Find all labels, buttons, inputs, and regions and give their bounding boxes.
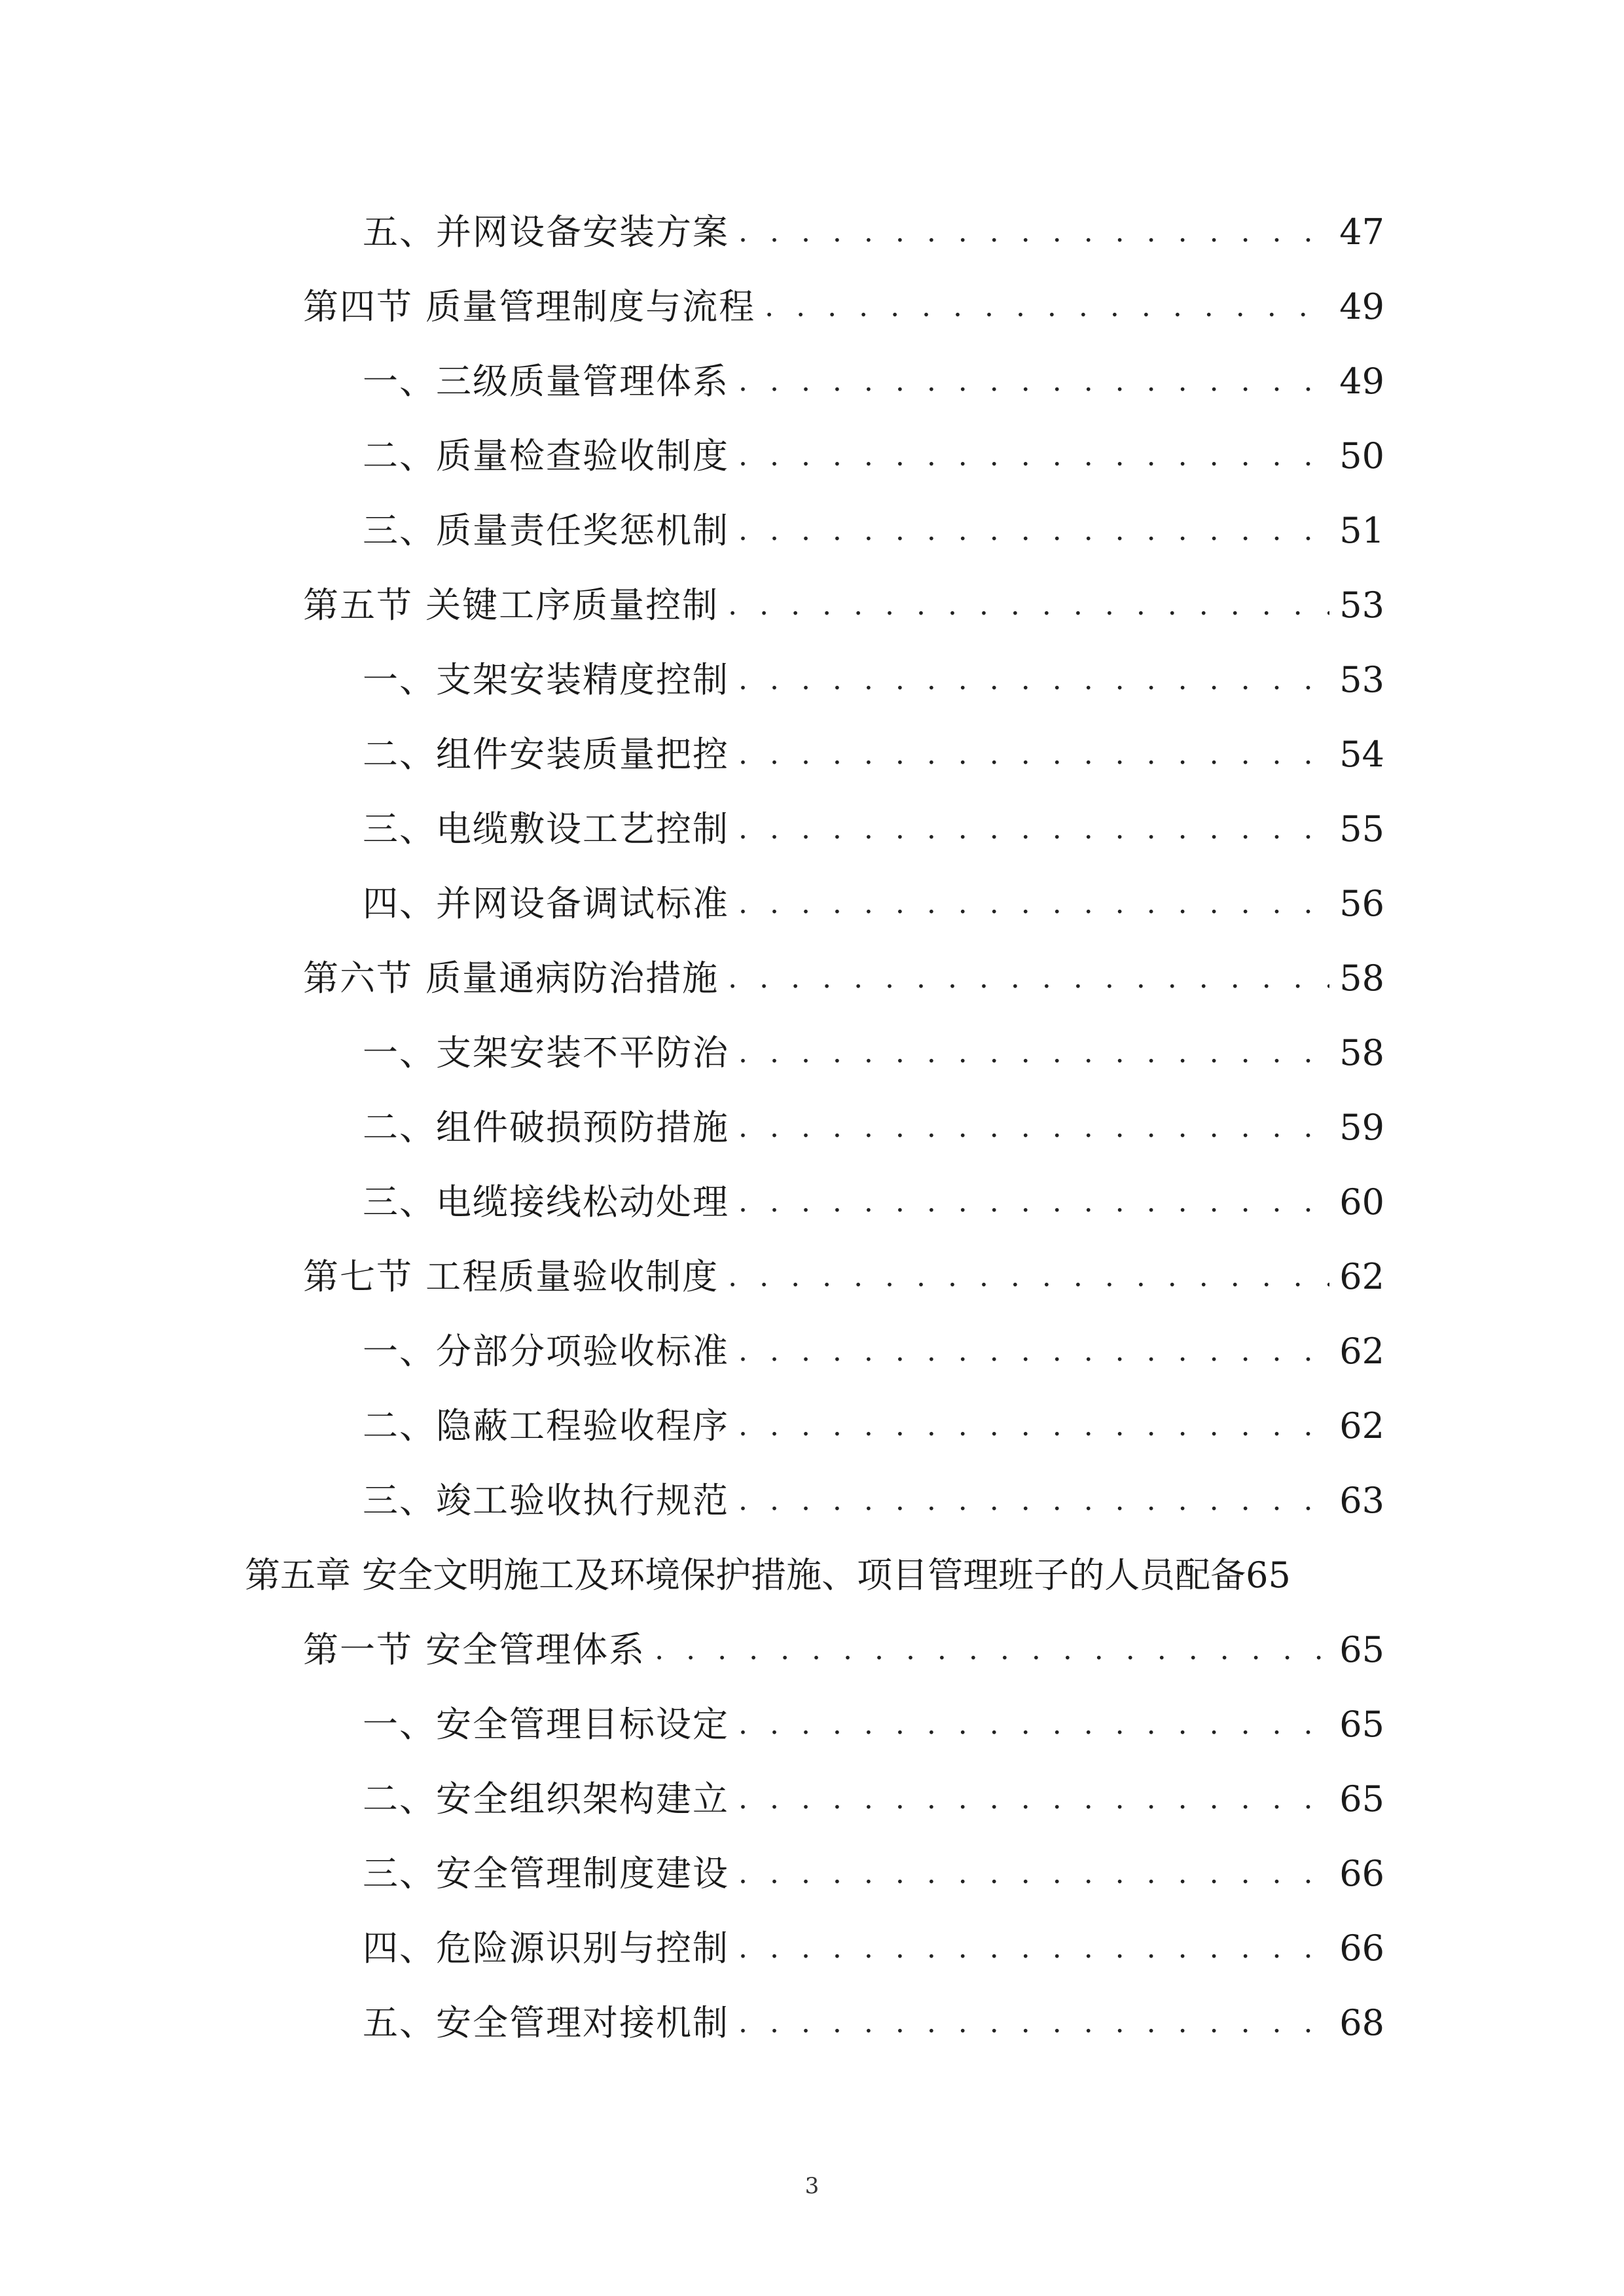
toc-entry-page: 65: [1339, 1704, 1384, 1745]
toc-entry-page: 65: [1339, 1778, 1384, 1820]
toc-entry-page: 53: [1339, 584, 1384, 626]
toc-dot-leader: [738, 867, 1329, 941]
toc-entry[interactable]: [0, 1613, 1624, 1687]
toc-entry-title: 二、质量检查验收制度: [363, 435, 729, 476]
toc-entry-page: 58: [1339, 958, 1384, 999]
toc-entry-title: 四、危险源识别与控制: [363, 1928, 729, 1969]
toc-entry-title: 二、组件破损预防措施: [363, 1107, 729, 1148]
toc-dot-leader: [728, 1240, 1329, 1314]
toc-entry-page: 58: [1339, 1032, 1384, 1073]
toc-entry[interactable]: [0, 270, 1624, 344]
toc-entry-title: 二、组件安装质量把控: [363, 734, 729, 775]
toc-entry-title: 第七节 工程质量验收制度: [303, 1256, 719, 1297]
toc-entry[interactable]: [0, 1165, 1624, 1240]
toc-entry-title: 三、竣工验收执行规范: [363, 1480, 729, 1521]
toc-entry[interactable]: [0, 568, 1624, 643]
toc-dot-leader: [738, 419, 1329, 493]
toc-dot-leader: [738, 1463, 1329, 1538]
toc-entry-page: 60: [1339, 1181, 1384, 1223]
toc-entry-page: 53: [1339, 659, 1384, 700]
toc-dot-leader: [738, 344, 1329, 419]
toc-entry[interactable]: [0, 1911, 1624, 1986]
toc-entry-page: 49: [1339, 361, 1384, 402]
toc-entry-page: 62: [1339, 1331, 1384, 1372]
toc-entry-page: 68: [1339, 2002, 1384, 2043]
toc-entry[interactable]: [0, 1389, 1624, 1463]
toc-entry-page: 62: [1339, 1405, 1384, 1446]
toc-entry-title: 五、并网设备安装方案: [363, 211, 729, 253]
toc-entry-page: 55: [1339, 808, 1384, 850]
toc-entry-page: 51: [1339, 510, 1384, 551]
toc-entry[interactable]: [0, 344, 1624, 419]
toc-entry-title: 三、安全管理制度建设: [363, 1853, 729, 1894]
toc-entry[interactable]: [0, 867, 1624, 941]
toc-dot-leader: [738, 1986, 1329, 2060]
toc-entry[interactable]: [0, 419, 1624, 493]
toc-entry-page: 50: [1339, 435, 1384, 476]
toc-entry-title: 一、分部分项验收标准: [363, 1331, 729, 1372]
toc-entry-title: 四、并网设备调试标准: [363, 883, 729, 924]
toc-dot-leader: [738, 792, 1329, 867]
toc-dot-leader: [738, 1389, 1329, 1463]
toc-entry[interactable]: [0, 1687, 1624, 1762]
toc-entry-title: 三、质量责任奖惩机制: [363, 510, 729, 551]
toc-entry-title: 第五节 关键工序质量控制: [303, 584, 719, 626]
toc-entry-title: 一、支架安装精度控制: [363, 659, 729, 700]
toc-entry[interactable]: [0, 1463, 1624, 1538]
toc-entry-page: 49: [1339, 286, 1384, 327]
toc-entry-page: 66: [1339, 1853, 1384, 1894]
toc-dot-leader: [738, 1687, 1329, 1762]
toc-entry[interactable]: [0, 1314, 1624, 1389]
toc-dot-leader: [728, 941, 1329, 1016]
toc-dot-leader: [738, 717, 1329, 792]
toc-entry-page: 56: [1339, 883, 1384, 924]
toc-dot-leader: [738, 1762, 1329, 1837]
toc-dot-leader: [738, 493, 1329, 568]
toc-entry-page: 65: [1246, 1554, 1291, 1596]
toc-entry-title: 三、电缆接线松动处理: [363, 1181, 729, 1223]
toc-dot-leader: [738, 1165, 1329, 1240]
toc-entry-title: 第六节 质量通病防治措施: [303, 958, 719, 999]
page-number: 3: [804, 2173, 820, 2199]
toc-entry-title: 三、电缆敷设工艺控制: [363, 808, 729, 850]
toc-entry[interactable]: [0, 1837, 1624, 1911]
toc-entry[interactable]: [0, 792, 1624, 867]
table-of-contents: [0, 195, 1624, 2060]
toc-entry-title: 二、安全组织架构建立: [363, 1778, 729, 1820]
toc-entry[interactable]: [0, 717, 1624, 792]
toc-entry[interactable]: [0, 1986, 1624, 2060]
toc-entry-title: 第一节 安全管理体系: [303, 1629, 646, 1670]
toc-dot-leader: [738, 195, 1329, 270]
toc-entry-page: 59: [1339, 1107, 1384, 1148]
toc-entry-page: 54: [1339, 734, 1384, 775]
toc-entry-title: 五、安全管理对接机制: [363, 2002, 729, 2043]
toc-dot-leader: [738, 1314, 1329, 1389]
toc-entry-page: 62: [1339, 1256, 1384, 1297]
toc-entry-title: 一、支架安装不平防治: [363, 1032, 729, 1073]
toc-dot-leader: [738, 1090, 1329, 1165]
toc-dot-leader: [738, 643, 1329, 717]
toc-entry[interactable]: [0, 1240, 1624, 1314]
toc-entry[interactable]: [0, 493, 1624, 568]
toc-entry[interactable]: [0, 1016, 1624, 1090]
toc-entry-page: 66: [1339, 1928, 1384, 1969]
toc-entry[interactable]: [0, 1090, 1624, 1165]
toc-entry-title: 一、三级质量管理体系: [363, 361, 729, 402]
toc-entry[interactable]: [0, 941, 1624, 1016]
toc-entry-chapter[interactable]: [0, 1538, 1624, 1613]
toc-entry-title: 第四节 质量管理制度与流程: [303, 286, 756, 327]
toc-dot-leader: [655, 1613, 1329, 1687]
toc-entry-page: 47: [1339, 211, 1384, 253]
toc-entry[interactable]: [0, 643, 1624, 717]
toc-entry-title: 第五章 安全文明施工及环境保护措施、项目管理班子的人员配备: [245, 1554, 1246, 1596]
toc-entry[interactable]: [0, 1762, 1624, 1837]
toc-entry-title: 二、隐蔽工程验收程序: [363, 1405, 729, 1446]
toc-entry-page: 63: [1339, 1480, 1384, 1521]
toc-entry-title: 一、安全管理目标设定: [363, 1704, 729, 1745]
toc-dot-leader: [728, 568, 1329, 643]
toc-entry-page: 65: [1339, 1629, 1384, 1670]
toc-dot-leader: [765, 270, 1329, 344]
toc-entry[interactable]: [0, 195, 1624, 270]
toc-dot-leader: [738, 1016, 1329, 1090]
toc-dot-leader: [738, 1911, 1329, 1986]
toc-dot-leader: [738, 1837, 1329, 1911]
